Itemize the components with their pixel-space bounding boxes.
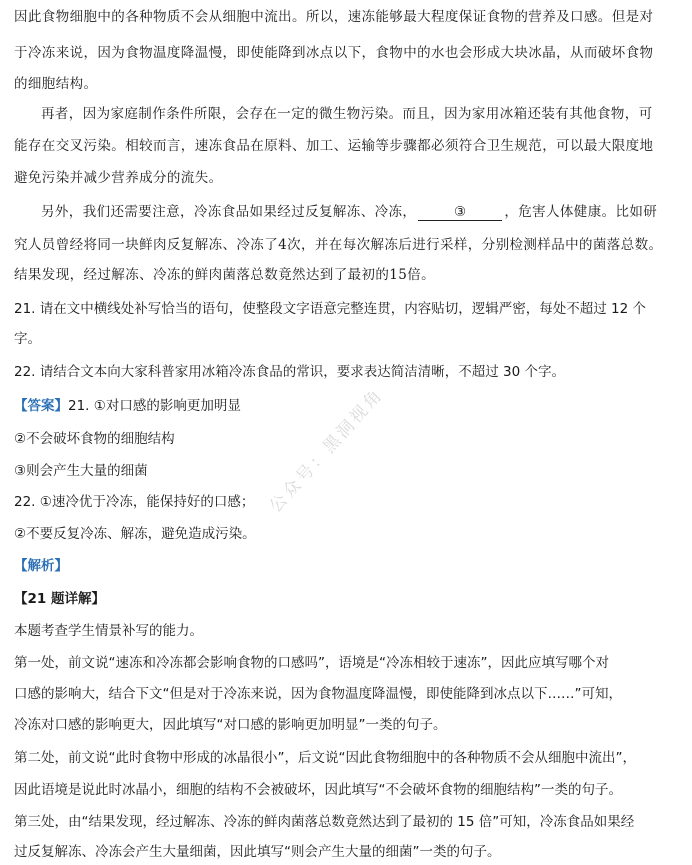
passage-line: 结果发现，经过解冻、冷冻的鲜肉菌落总数竟然达到了最初的15倍。: [14, 267, 436, 283]
answer-line: 22. ①速冷优于冷冻，能保持好的口感；: [14, 494, 255, 510]
analysis-tag-line: [14, 554, 678, 574]
passage-text: 另外，我们还需要注意，冷冻食品如果经过反复解冻、冷冻，: [41, 204, 417, 220]
answer-line: ②不要反复冷冻、解冻，避免造成污染。: [14, 526, 256, 542]
passage-text: ，危害人体健康。比如研: [504, 204, 658, 220]
question-21-cont: 字。: [14, 331, 41, 347]
passage-line: 因此食物细胞中的各种物质不会从细胞中流出。所以，速冻能够最大程度保证食物的营养及口感。但是对: [14, 9, 654, 25]
analysis-heading: 【21 题详解】: [14, 591, 105, 607]
analysis-line: 口感的影响大，结合下文“但是对于冷冻来说，因为食物温度降温慢，即使能降到冰点以下……”可知，: [14, 686, 622, 702]
answer-line: ③则会产生大量的细菌: [14, 463, 148, 479]
passage-line: 再者，因为家庭制作条件所限，会存在一定的微生物污染。而且，因为家用冰箱还装有其他食物，可: [41, 106, 653, 122]
watermark: 公众号：黑洞视角: [265, 384, 388, 517]
analysis-line: 第一处，前文说“速冻和冷冻都会影响食物的口感吗”，语境是“冷冻相较于速冻”，因此应填写哪个对: [14, 655, 609, 671]
question-21: 21. 请在文中横线处补写恰当的语句，使整段文字语意完整连贯，内容贴切，逻辑严密，每处不超过 12 个: [14, 301, 647, 317]
passage-line: 于冷冻来说，因为食物温度降温慢，即使能降到冰点以下，食物中的水也会形成大块冰晶，从而破坏食物: [14, 45, 654, 61]
passage-line: [41, 200, 678, 221]
answer-tag: 【答案】: [14, 398, 68, 414]
analysis-line: 第三处，由“结果发现，经过解冻、冷冻的鲜肉菌落总数竟然达到了最初的 15 倍”可知，冷冻食品如果经: [14, 814, 635, 830]
answer-text: 21. ①对口感的影响更加明显: [68, 398, 241, 414]
analysis-line: 冷冻对口感的影响更大，因此填写“对口感的影响更加明显”一类的句子。: [14, 717, 447, 733]
answer-line: ②不会破坏食物的细胞结构: [14, 431, 175, 447]
analysis-tag: 【解析】: [14, 558, 68, 574]
analysis-line: 因此语境是说此时冰晶小，细胞的结构不会被破坏，因此填写“不会破坏食物的细胞结构”一类的句子。: [14, 782, 622, 798]
analysis-line: 本题考查学生情景补写的能力。: [14, 623, 203, 639]
analysis-line: 过反复解冻、冷冻会产生大量细菌，因此填写“则会产生大量的细菌”一类的句子。: [14, 844, 501, 860]
passage-line: 能存在交叉污染。相较而言，速冻食品在原料、加工、运输等步骤都必须符合卫生规范，可以最大限度地: [14, 138, 654, 154]
passage-line: 的细胞结构。: [14, 76, 98, 92]
question-22: 22. 请结合文本向大家科普家用冰箱冷冻食品的常识，要求表达简洁清晰，不超过 30 个字。: [14, 364, 566, 380]
analysis-line: 第二处，前文说“此时食物中形成的冰晶很小”，后文说“因此食物细胞中的各种物质不会从细胞中流出”，: [14, 750, 636, 766]
passage-line: 避免污染并减少营养成分的流失。: [14, 170, 223, 186]
fill-in-blank: ③: [418, 205, 502, 221]
passage-line: 究人员曾经将同一块鲜肉反复解冻、冷冻了4次，并在每次解冻后进行采样，分别检测样品中的菌落总数。: [14, 237, 663, 253]
